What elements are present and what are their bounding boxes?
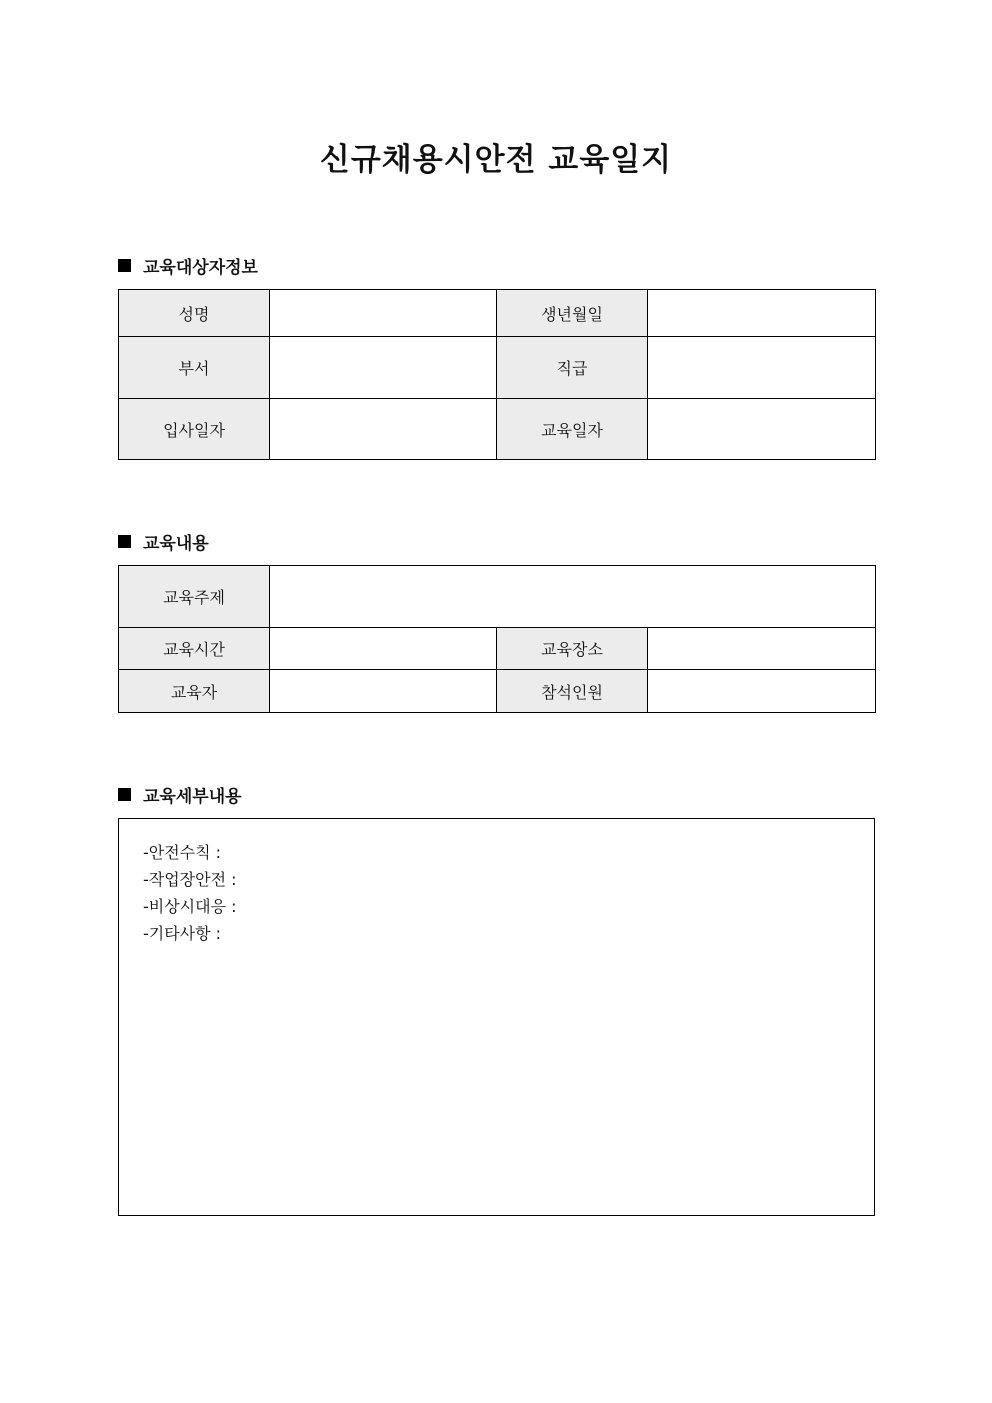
table-row: [119, 399, 876, 460]
training-location-label: 교육장소: [497, 628, 648, 670]
document-title: 신규채용시안전 교육일지: [319, 142, 673, 178]
training-details-list: [143, 839, 237, 947]
trainer-field[interactable]: [270, 670, 497, 713]
position-label: 직급: [497, 337, 648, 399]
name-field[interactable]: [270, 290, 497, 337]
table-row: [119, 670, 876, 713]
training-details-box[interactable]: [118, 818, 875, 1216]
attendees-field[interactable]: [648, 670, 876, 713]
section-heading-training-details: [118, 782, 242, 806]
training-time-field[interactable]: [270, 628, 497, 670]
birthdate-label: 생년월일: [497, 290, 648, 337]
table-row: [119, 628, 876, 670]
square-bullet-icon: [118, 788, 131, 801]
topic-label: 교육주제: [119, 566, 270, 628]
table-row: [119, 337, 876, 399]
square-bullet-icon: [118, 259, 131, 272]
square-bullet-icon: [118, 535, 131, 548]
section-heading-training-content: [118, 529, 209, 553]
section-heading-label: 교육대상자정보: [143, 257, 258, 278]
section-heading-trainee-info: [118, 253, 258, 277]
hire-date-field[interactable]: [270, 399, 497, 460]
section-heading-label: 교육세부내용: [143, 786, 242, 807]
hire-date-label: 입사일자: [119, 399, 270, 460]
department-label: 부서: [119, 337, 270, 399]
workplace-safety-line: -작업장안전 :: [143, 870, 237, 889]
topic-field[interactable]: [270, 566, 876, 628]
attendees-label: 참석인원: [497, 670, 648, 713]
training-location-field[interactable]: [648, 628, 876, 670]
birthdate-field[interactable]: [648, 290, 876, 337]
trainee-info-table: [118, 289, 876, 460]
emergency-response-line: -비상시대응 :: [143, 897, 237, 916]
table-row: [119, 290, 876, 337]
training-date-field[interactable]: [648, 399, 876, 460]
department-field[interactable]: [270, 337, 497, 399]
safety-rules-line: -안전수칙 :: [143, 843, 222, 862]
training-content-table: [118, 565, 876, 713]
training-time-label: 교육시간: [119, 628, 270, 670]
position-field[interactable]: [648, 337, 876, 399]
other-notes-line: -기타사항 :: [143, 924, 222, 943]
section-heading-label: 교육내용: [143, 533, 209, 554]
table-row: [119, 566, 876, 628]
training-date-label: 교육일자: [497, 399, 648, 460]
name-label: 성명: [119, 290, 270, 337]
trainer-label: 교육자: [119, 670, 270, 713]
